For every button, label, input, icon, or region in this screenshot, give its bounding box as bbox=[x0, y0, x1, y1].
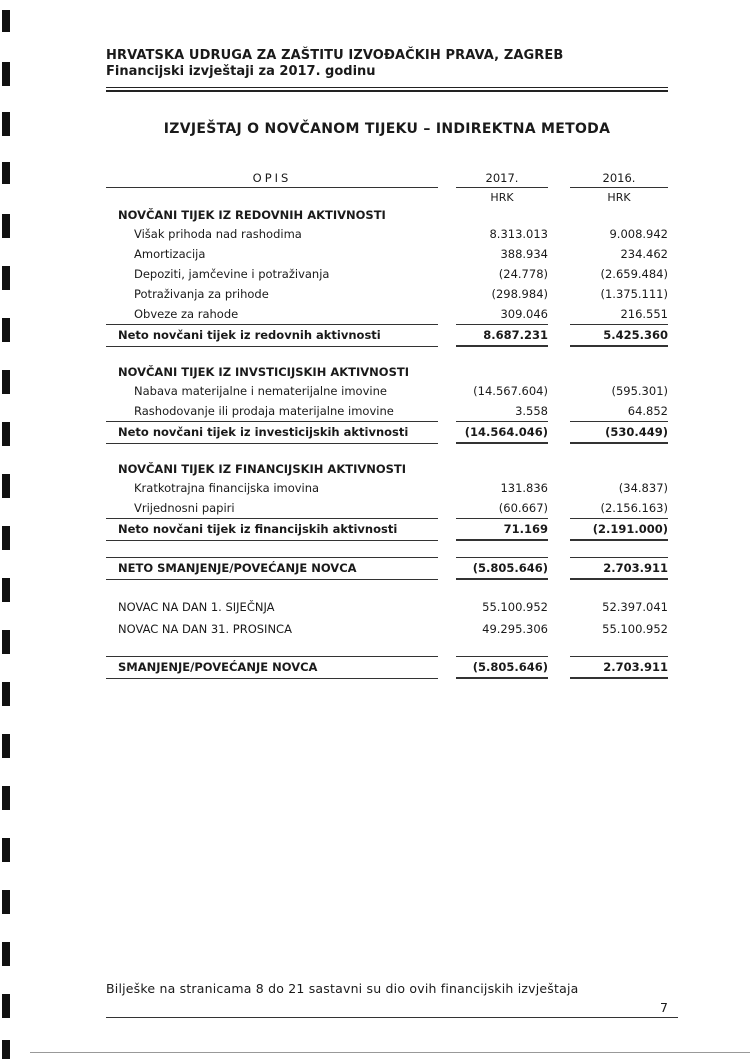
subtotal-row bbox=[106, 519, 668, 541]
final-change-row bbox=[106, 657, 668, 679]
page-title: IZVJEŠTAJ O NOVČANOM TIJEKU – INDIREKTNA METODA bbox=[163, 121, 611, 137]
table-row bbox=[106, 478, 668, 498]
subtotal-label: Neto novčani tijek iz redovnih aktivnosti bbox=[106, 325, 438, 347]
organization-name: HRVATSKA UDRUGA ZA ZAŠTITU IZVOĐAČKIH PRAVA, ZAGREB bbox=[106, 48, 564, 63]
row-value-2016: 9.008.942 bbox=[609, 227, 668, 241]
document-header bbox=[106, 48, 563, 79]
currency-2016: HRK bbox=[607, 190, 631, 204]
row-value-2017: 8.313.013 bbox=[489, 227, 548, 241]
table-row bbox=[106, 284, 668, 304]
row-value-2016: (2.156.163) bbox=[570, 498, 668, 519]
subtotal-2017: 71.169 bbox=[456, 519, 548, 541]
row-label: Potraživanja za prihode bbox=[134, 287, 269, 301]
page-number: 7 bbox=[660, 1000, 668, 1015]
section-heading-operating: NOVČANI TIJEK IZ REDOVNIH AKTIVNOSTI bbox=[118, 208, 386, 222]
subtotal-2017: (14.564.046) bbox=[456, 422, 548, 444]
header-rule-thin bbox=[106, 87, 668, 88]
row-label: Kratkotrajna financijska imovina bbox=[134, 481, 320, 495]
subtotal-label: Neto novčani tijek iz investicijskih aktivnosti bbox=[106, 422, 438, 444]
net-change-label: NETO SMANJENJE/POVEĆANJE NOVCA bbox=[106, 558, 438, 580]
cash-flow-table bbox=[106, 169, 668, 679]
cash-end-2016: 55.100.952 bbox=[602, 622, 668, 636]
row-label: Amortizacija bbox=[134, 247, 206, 261]
page-bottom-edge bbox=[30, 1052, 750, 1053]
row-value-2017: (24.778) bbox=[498, 267, 548, 281]
net-change-2017: (5.805.646) bbox=[456, 558, 548, 580]
subtotal-2016: (2.191.000) bbox=[570, 519, 668, 541]
table-row bbox=[106, 304, 668, 325]
table-row bbox=[106, 498, 668, 519]
row-label: Vrijednosni papiri bbox=[106, 498, 438, 519]
section-heading-row bbox=[106, 363, 668, 381]
subtotal-2017: 8.687.231 bbox=[456, 325, 548, 347]
row-value-2016: (34.837) bbox=[618, 481, 668, 495]
net-change-2016: 2.703.911 bbox=[570, 558, 668, 580]
currency-row bbox=[106, 188, 668, 207]
subtotal-2016: 5.425.360 bbox=[570, 325, 668, 347]
cash-begin-2016: 52.397.041 bbox=[602, 600, 668, 614]
table-row bbox=[106, 264, 668, 284]
table-row bbox=[106, 224, 668, 244]
row-value-2017: (60.667) bbox=[456, 498, 548, 519]
row-value-2017: 309.046 bbox=[456, 304, 548, 325]
section-heading-financing: NOVČANI TIJEK IZ FINANCIJSKIH AKTIVNOSTI bbox=[118, 462, 407, 476]
column-header-row bbox=[106, 169, 668, 188]
section-heading-row bbox=[106, 460, 668, 478]
footer-note: Bilješke na stranicama 8 do 21 sastavni su dio ovih financijskih izvještaja bbox=[106, 981, 579, 996]
header-rule-thick bbox=[106, 90, 668, 92]
currency-2017: HRK bbox=[490, 190, 514, 204]
row-value-2016: 216.551 bbox=[570, 304, 668, 325]
binder-marks bbox=[0, 0, 16, 1059]
section-heading-investing: NOVČANI TIJEK IZ INVSTICIJSKIH AKTIVNOSTI bbox=[118, 365, 409, 379]
row-value-2017: 131.836 bbox=[500, 481, 548, 495]
subtotal-row bbox=[106, 325, 668, 347]
row-value-2016: (595.301) bbox=[611, 384, 668, 398]
row-value-2017: (14.567.604) bbox=[473, 384, 548, 398]
row-label: Višak prihoda nad rashodima bbox=[134, 227, 302, 241]
subtotal-row bbox=[106, 422, 668, 444]
subtotal-2016: (530.449) bbox=[570, 422, 668, 444]
row-value-2016: (1.375.111) bbox=[600, 287, 668, 301]
row-label: Obveze za rahode bbox=[106, 304, 438, 325]
cash-end-label: NOVAC NA DAN 31. PROSINCA bbox=[118, 622, 292, 636]
final-change-label: SMANJENJE/POVEĆANJE NOVCA bbox=[106, 657, 438, 679]
row-value-2016: 234.462 bbox=[620, 247, 668, 261]
column-2017-header: 2017. bbox=[456, 169, 548, 188]
table-row bbox=[106, 381, 668, 401]
row-value-2017: (298.984) bbox=[491, 287, 548, 301]
section-heading-row bbox=[106, 206, 668, 224]
column-2016-header: 2016. bbox=[570, 169, 668, 188]
cash-end-row bbox=[106, 618, 668, 640]
table-row bbox=[106, 401, 668, 422]
row-label: Nabava materijalne i nematerijalne imovine bbox=[134, 384, 387, 398]
row-label: Depoziti, jamčevine i potraživanja bbox=[134, 267, 330, 281]
subtotal-label: Neto novčani tijek iz financijskih aktivnosti bbox=[106, 519, 438, 541]
net-change-row bbox=[106, 558, 668, 580]
cash-begin-label: NOVAC NA DAN 1. SIJEČNJA bbox=[118, 600, 275, 614]
table-row bbox=[106, 244, 668, 264]
column-desc-header: OPIS bbox=[106, 169, 438, 188]
row-value-2016: 64.852 bbox=[570, 401, 668, 422]
row-value-2017: 3.558 bbox=[456, 401, 548, 422]
cash-begin-row bbox=[106, 596, 668, 618]
row-value-2016: (2.659.484) bbox=[600, 267, 668, 281]
footer-rule bbox=[106, 1017, 678, 1018]
cash-end-2017: 49.295.306 bbox=[482, 622, 548, 636]
row-label: Rashodovanje ili prodaja materijalne imovine bbox=[106, 401, 438, 422]
report-subtitle: Financijski izvještaji za 2017. godinu bbox=[106, 64, 376, 79]
cash-begin-2017: 55.100.952 bbox=[482, 600, 548, 614]
final-change-2017: (5.805.646) bbox=[456, 657, 548, 679]
row-value-2017: 388.934 bbox=[500, 247, 548, 261]
final-change-2016: 2.703.911 bbox=[570, 657, 668, 679]
